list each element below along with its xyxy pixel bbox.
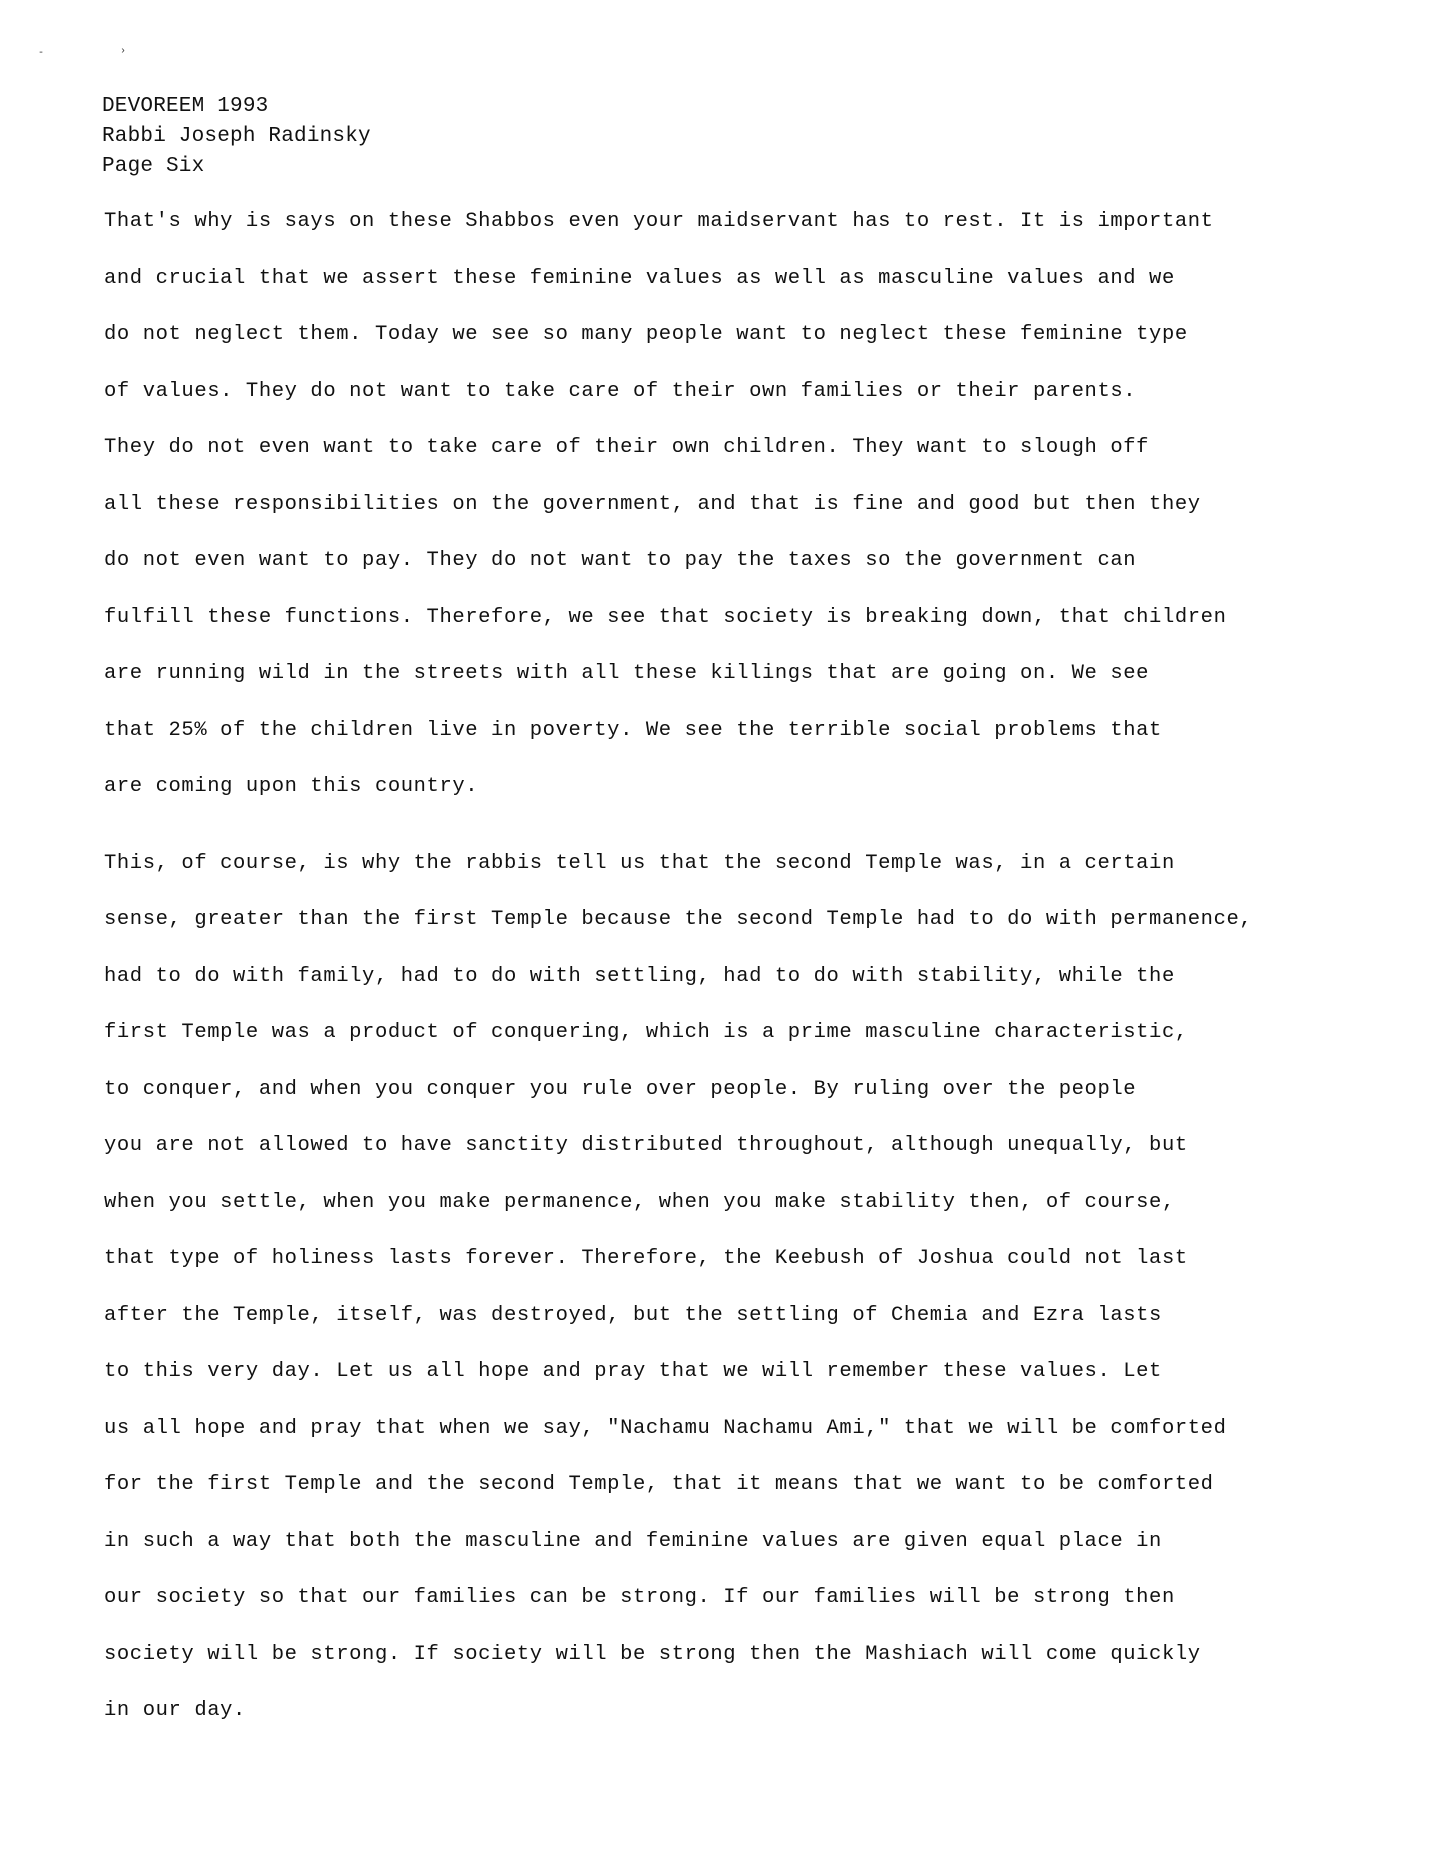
- document-body: [104, 194, 1404, 1740]
- text-line: you are not allowed to have sanctity distributed throughout, although unequally, but: [104, 1134, 1188, 1157]
- text-line: that type of holiness lasts forever. Therefore, the Keebush of Joshua could not last: [104, 1247, 1188, 1270]
- text-line: in such a way that both the masculine and feminine values are given equal place in: [104, 1529, 1162, 1553]
- text-line: after the Temple, itself, was destroyed, but the settling of Chemia and Ezra lasts: [104, 1303, 1162, 1327]
- text-line: first Temple was a product of conquering, which is a prime masculine characteristic,: [104, 1021, 1188, 1044]
- text-line: in our day.: [104, 1699, 246, 1722]
- text-line: do not even want to pay. They do not want to pay the taxes so the government can: [104, 549, 1137, 572]
- text-line: that 25% of the children live in poverty. We see the terrible social problems that: [104, 718, 1162, 742]
- text-line: for the first Temple and the second Temple, that it means that we want to be comforted: [104, 1473, 1214, 1496]
- text-line: our society so that our families can be strong. If our families will be strong then: [104, 1586, 1175, 1609]
- document-title: DEVOREEM 1993: [102, 95, 269, 118]
- page-label: Page Six: [102, 155, 205, 178]
- paragraph-1: [104, 194, 1404, 816]
- text-line: do not neglect them. Today we see so many people want to neglect these feminine type: [104, 323, 1188, 346]
- text-line: They do not even want to take care of their own children. They want to slough off: [104, 436, 1150, 459]
- text-line: all these responsibilities on the government, and that is fine and good but then they: [104, 492, 1201, 516]
- text-line: fulfill these functions. Therefore, we see that society is breaking down, that children: [104, 605, 1227, 629]
- text-line: and crucial that we assert these feminine values as well as masculine values and we: [104, 266, 1175, 290]
- text-line: are coming upon this country.: [104, 775, 479, 798]
- text-line: sense, greater than the first Temple because the second Temple had to do with permanence,: [104, 908, 1253, 931]
- text-line: society will be strong. If society will be strong then the Mashiach will come quickly: [104, 1642, 1201, 1666]
- document-author: Rabbi Joseph Radinsky: [102, 125, 371, 148]
- text-line: to conquer, and when you conquer you rule over people. By ruling over the people: [104, 1077, 1137, 1101]
- text-line: That's why is says on these Shabbos even your maidservant has to rest. It is important: [104, 210, 1214, 233]
- text-line: of values. They do not want to take care of their own families or their parents.: [104, 379, 1137, 403]
- scan-speck: ›: [120, 46, 127, 57]
- text-line: are running wild in the streets with all these killings that are going on. We see: [104, 662, 1150, 685]
- text-line: had to do with family, had to do with settling, had to do with stability, while the: [104, 964, 1175, 988]
- text-line: when you settle, when you make permanence, when you make stability then, of course,: [104, 1190, 1175, 1214]
- paragraph-2: [104, 836, 1404, 1740]
- text-line: This, of course, is why the rabbis tell us that the second Temple was, in a certain: [104, 851, 1175, 875]
- text-line: us all hope and pray that when we say, "Nachamu Nachamu Ami," that we will be comforted: [104, 1416, 1227, 1440]
- text-line: to this very day. Let us all hope and pray that we will remember these values. Let: [104, 1360, 1162, 1383]
- document-header: [102, 92, 371, 182]
- scan-speck: -: [38, 48, 45, 59]
